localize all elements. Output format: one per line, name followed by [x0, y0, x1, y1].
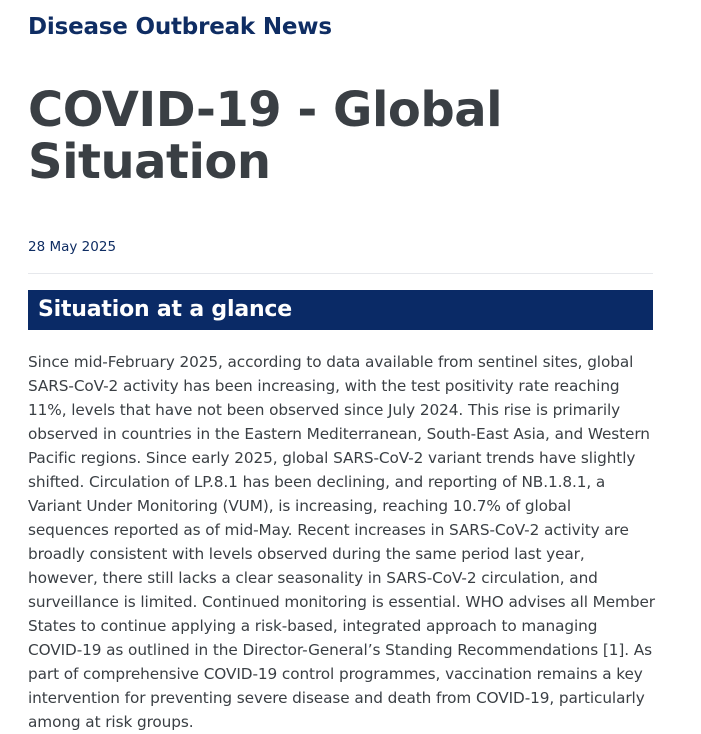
publication-date: 28 May 2025 [28, 239, 117, 255]
section-banner [28, 290, 653, 330]
section-heading: Situation at a glance [38, 297, 292, 322]
section-label-link[interactable]: Disease Outbreak News [28, 14, 332, 40]
section-body-text: Since mid-February 2025, according to data available from sentinel sites, global SARS-CoV-2 activity has been increasing, with the test positivity rate reaching 11%, levels that have not been observed since July 2024. This rise is primarily observed in countries in the Eastern Mediterranean, South-East Asia, and Western Pacific regions. Since early 2025, global SARS-CoV-2 variant trends have slightly shifted. Circulation of LP.8.1 has been declining, and reporting of NB.1.8.1, a Variant Under Monitoring (VUM), is increasing, reaching 10.7% of global sequences reported as of mid-May. Recent increases in SARS-CoV-2 activity are broadly consistent with levels observed during the same period last year, however, there still lacks a clear seasonality in SARS-CoV-2 circulation, and surveillance is limited. Continued monitoring is essential. WHO advises all Member States to continue applying a risk-based, integrated approach to managing COVID-19 as outlined in the Director-General’s Standing Recommendations [1]. As part of comprehensive COVID-19 control programmes, vaccination remains a key intervention for preventing severe disease and death from COVID-19, particularly among at risk groups. [28, 353, 655, 731]
divider [28, 273, 653, 274]
page-title: COVID-19 - Global Situation [28, 82, 503, 190]
